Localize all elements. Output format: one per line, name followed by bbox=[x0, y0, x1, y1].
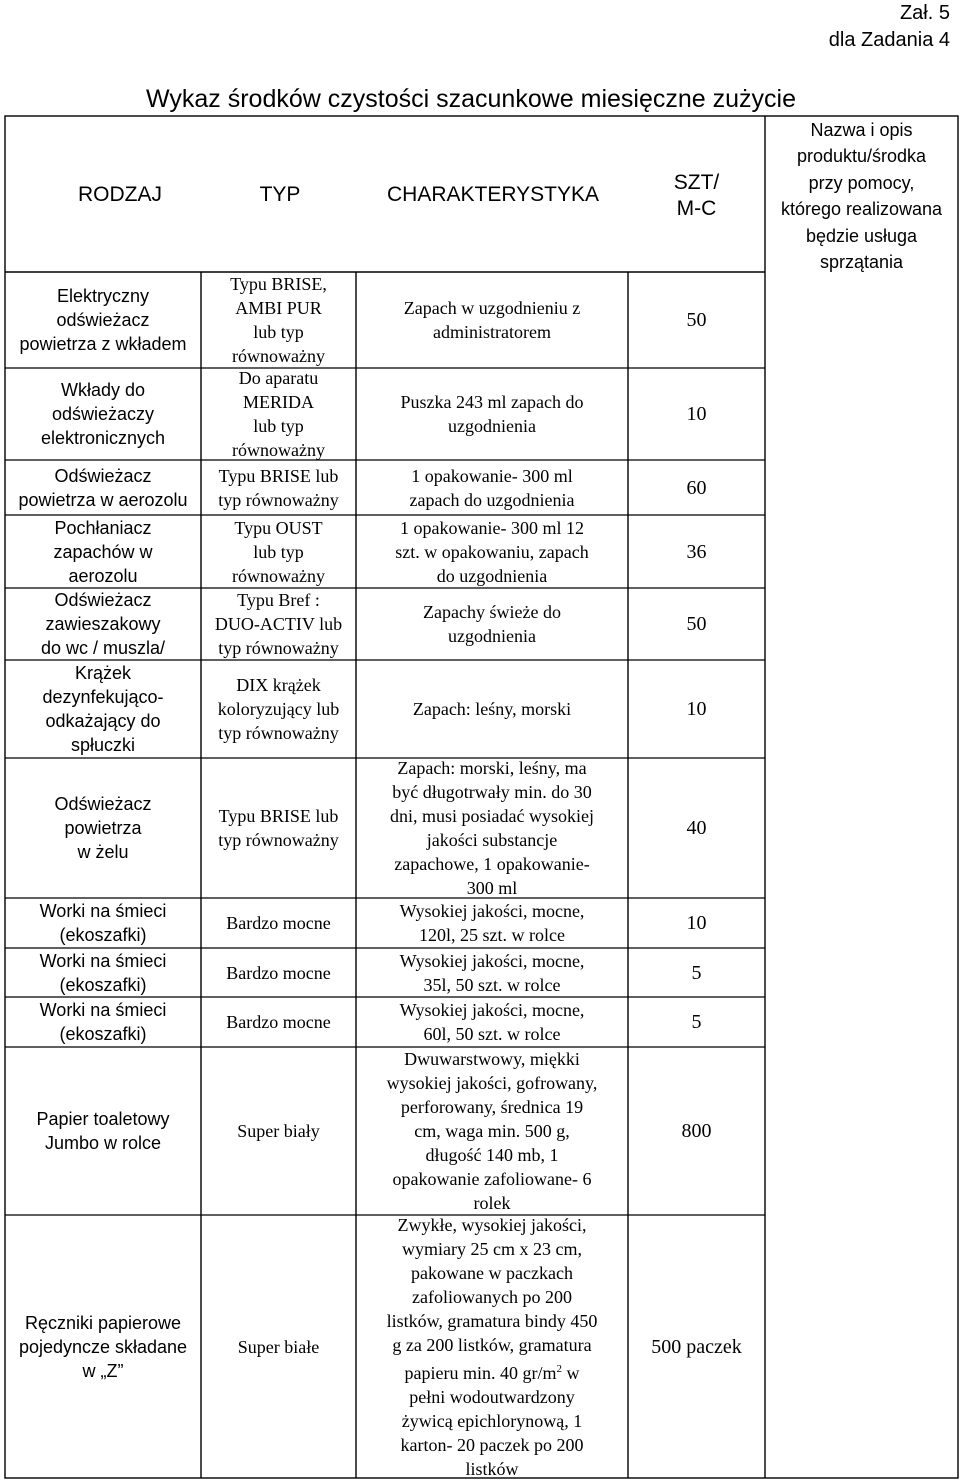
cell-charakterystyka-12: Zwykłe, wysokiej jakości, wymiary 25 cm x 23 cm, pakowane w paczkach zafoliowanych po 200 listków, gramatura bindy 450 g za 200 listków, gramatura papieru min. 40 $gr/m^2$ w pełni wodoutwardzony żywicą epichlorynową, 1 karton- 20 paczek po 200 listków bbox=[386, 1214, 598, 1479]
attachment-task: dla Zadania 4 bbox=[828, 29, 950, 51]
cell-szt-3: 60 bbox=[686, 476, 707, 499]
cell-charakterystyka-4: 1 opakowanie- 300 ml 12 szt. w opakowaniu, zapach do uzgodnienia bbox=[395, 517, 589, 586]
cell-typ-6: DIX krążek koloryzujący lub typ równoważny bbox=[217, 675, 340, 743]
cell-rodzaj-3: Odświeżacz powietrza w aerozolu bbox=[18, 465, 188, 510]
cell-charakterystyka-6: Zapach: leśny, morski bbox=[412, 699, 572, 719]
cell-rodzaj-1: Elektryczny odświeżacz powietrza z wkładem bbox=[19, 286, 187, 354]
header-nazwa-opis: Nazwa i opis produktu/środka przy pomocy, którego realizowana będzie usługa sprzątania bbox=[780, 119, 943, 272]
cell-rodzaj-7: Odświeżacz powietrza w żelu bbox=[54, 794, 152, 862]
cell-charakterystyka-8: Wysokiej jakości, mocne, 120l, 25 szt. w rolce bbox=[399, 901, 585, 945]
cell-charakterystyka-7: Zapach: morski, leśny, ma być długotrwały min. do 30 dni, musi posiadać wysokiej jakości substancje zapachowe, 1 opakowanie- 300 ml bbox=[390, 758, 594, 898]
cell-typ-12: Super białe bbox=[237, 1336, 320, 1357]
cell-typ-3: Typu BRISE lub typ równoważny bbox=[218, 465, 339, 510]
cell-charakterystyka-5: Zapachy świeże do uzgodnienia bbox=[423, 602, 561, 646]
cell-charakterystyka-1: Zapach w uzgodnieniu z administratorem bbox=[403, 298, 581, 342]
cell-szt-1: 50 bbox=[686, 309, 707, 331]
cell-szt-8: 10 bbox=[686, 912, 707, 934]
cell-typ-7: Typu BRISE lub typ równoważny bbox=[218, 806, 339, 850]
cell-typ-10: Bardzo mocne bbox=[226, 1012, 331, 1032]
header-charakterystyka: CHARAKTERYSTYKA bbox=[387, 183, 599, 206]
cell-szt-10: 5 bbox=[691, 1011, 702, 1033]
cell-typ-11: Super biały bbox=[237, 1121, 320, 1141]
cell-rodzaj-4: Pochłaniacz zapachów w aerozolu bbox=[53, 517, 153, 586]
attachment-number: Zał. 5 bbox=[899, 2, 950, 24]
cell-szt-6: 10 bbox=[686, 698, 707, 720]
page-title: Wykaz środków czystości szacunkowe miesięczne zużycie bbox=[146, 85, 796, 113]
cell-szt-2: 10 bbox=[686, 403, 707, 425]
cell-charakterystyka-10: Wysokiej jakości, mocne, 60l, 50 szt. w rolce bbox=[399, 1000, 585, 1044]
cell-rodzaj-6: Krążek dezynfekująco- odkażający do spłuczki bbox=[42, 663, 164, 755]
cell-typ-9: Bardzo mocne bbox=[226, 962, 331, 983]
cell-rodzaj-5: Odświeżacz zawieszakowy do wc / muszla/ bbox=[40, 590, 166, 658]
cell-typ-5: Typu Bref : DUO-ACTIV lub typ równoważny bbox=[214, 590, 343, 658]
cell-charakterystyka-2: Puszka 243 ml zapach do uzgodnienia bbox=[400, 392, 584, 436]
cell-szt-5: 50 bbox=[686, 613, 707, 635]
cell-szt-12: 500 paczek bbox=[651, 1335, 742, 1358]
attachment-label bbox=[829, 0, 950, 54]
cell-charakterystyka-9: Wysokiej jakości, mocne, 35l, 50 szt. w rolce bbox=[399, 950, 585, 995]
cell-rodzaj-9: Worki na śmieci (ekoszafki) bbox=[39, 950, 167, 995]
cell-szt-4: 36 bbox=[686, 540, 707, 563]
cell-typ-2: Do aparatu MERIDA lub typ równoważny bbox=[232, 368, 325, 460]
cell-charakterystyka-11: Dwuwarstwowy, miękki wysokiej jakości, gofrowany, perforowany, średnica 19 cm, waga min. 500 g, długość 140 mb, 1 opakowanie zafoliowane- 6 rolek bbox=[386, 1049, 598, 1213]
cell-rodzaj-2: Wkłady do odświeżaczy elektronicznych bbox=[40, 380, 166, 448]
cell-szt-11: 800 bbox=[681, 1120, 712, 1142]
cell-charakterystyka-3: 1 opakowanie- 300 ml zapach do uzgodnienia bbox=[409, 465, 575, 510]
cell-typ-1: Typu BRISE, AMBI PUR lub typ równoważny bbox=[230, 274, 327, 366]
cell-szt-7: 40 bbox=[686, 817, 707, 839]
header-szt: SZT/ M-C bbox=[673, 171, 720, 220]
header-rodzaj: RODZAJ bbox=[78, 183, 162, 206]
cell-typ-4: Typu OUST lub typ równoważny bbox=[232, 517, 325, 586]
cell-rodzaj-11: Papier toaletowy Jumbo w rolce bbox=[36, 1109, 170, 1153]
cell-rodzaj-12: Ręczniki papierowe pojedyncze składane w „Z” bbox=[18, 1312, 188, 1381]
cell-typ-8: Bardzo mocne bbox=[226, 913, 331, 933]
cell-rodzaj-8: Worki na śmieci (ekoszafki) bbox=[39, 901, 167, 945]
header-typ: TYP bbox=[259, 183, 301, 206]
cell-szt-9: 5 bbox=[691, 961, 702, 984]
cell-rodzaj-10: Worki na śmieci (ekoszafki) bbox=[39, 1000, 167, 1044]
